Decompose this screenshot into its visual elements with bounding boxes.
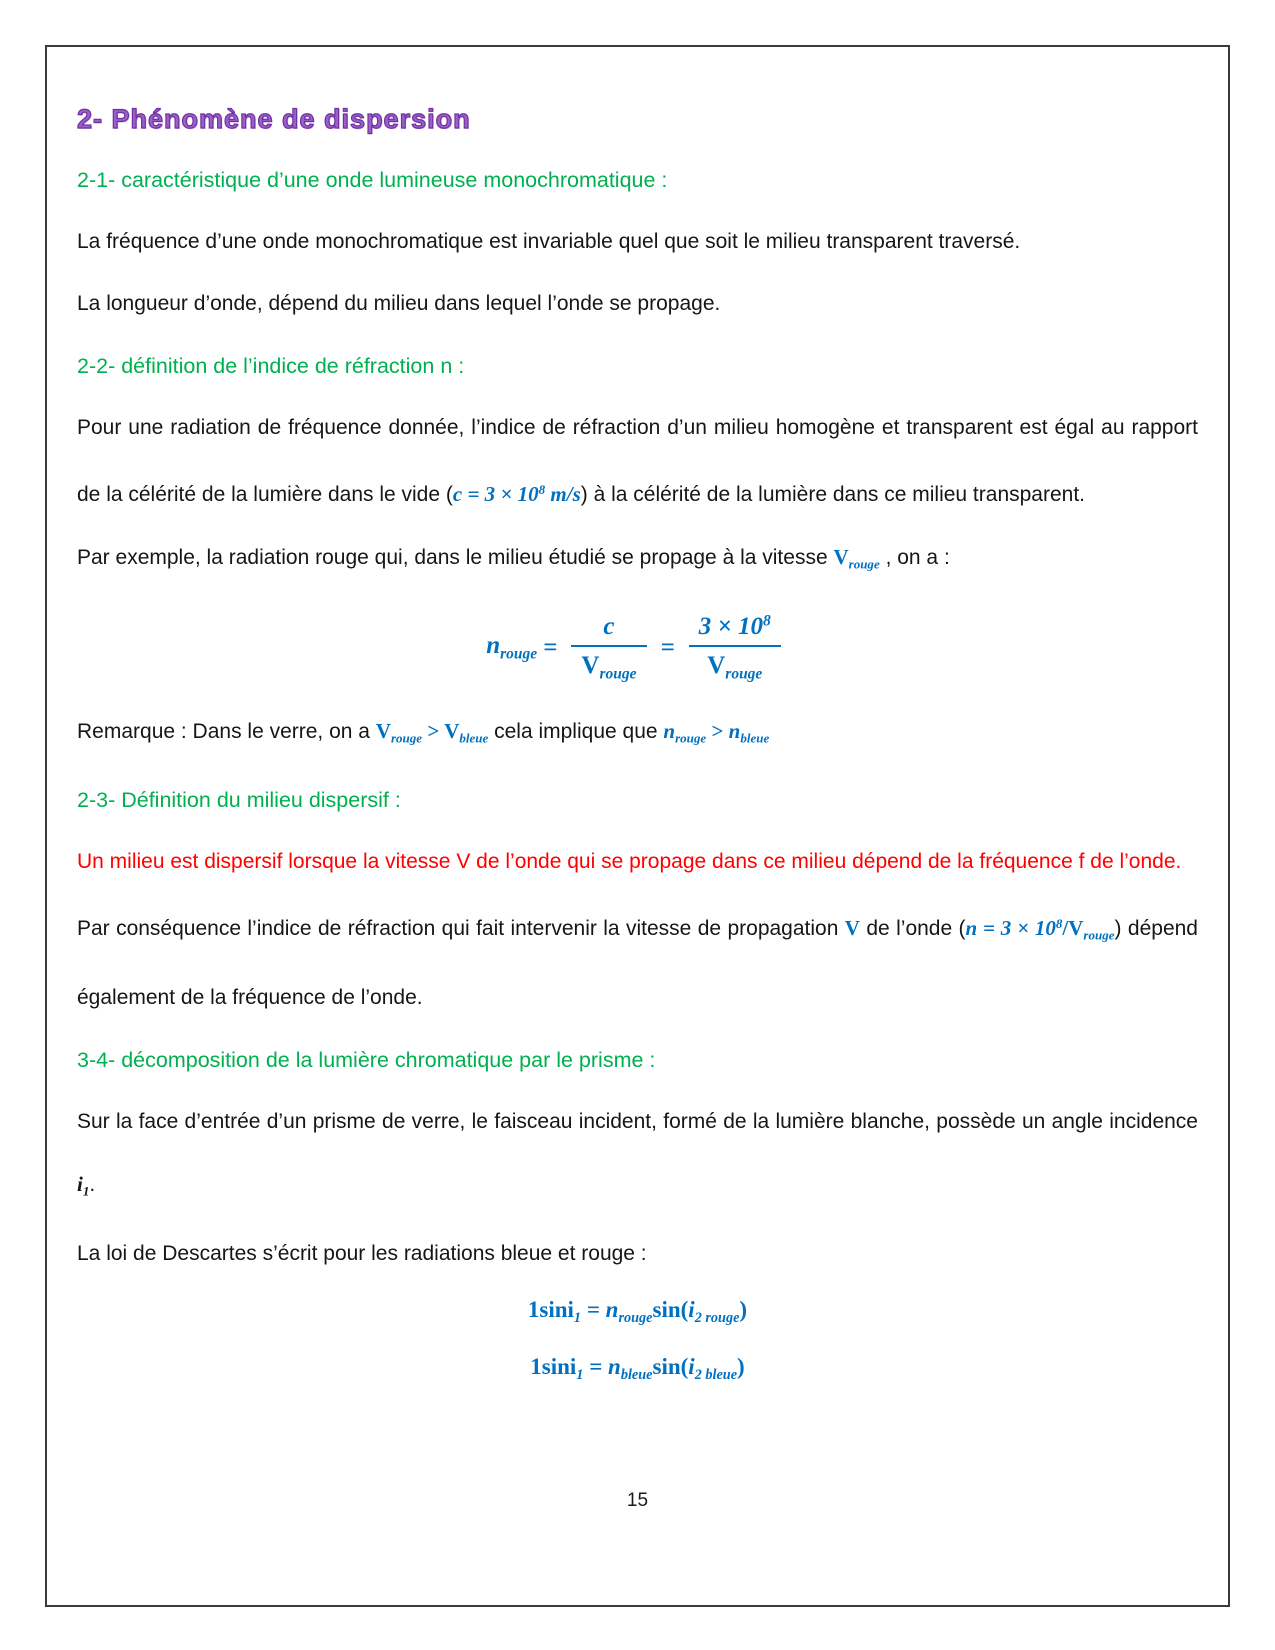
text-run: Par conséquence l’indice de réfraction qui fait intervenir la vitesse de propagation bbox=[77, 917, 845, 941]
paragraph-frequency: La fréquence d’une onde monochromatique est invariable quel que soit le milieu transparent traversé. bbox=[77, 230, 1021, 253]
symbol-v: V bbox=[844, 916, 860, 941]
symbol-subscript: rouge bbox=[599, 665, 637, 683]
formula-text: c = 3 × 10 bbox=[452, 482, 539, 507]
descartes-formula-rouge bbox=[77, 1285, 1198, 1343]
formula-text: 1sini bbox=[530, 1354, 577, 1380]
symbol-subscript: 1 bbox=[576, 1367, 584, 1384]
symbol-v: V bbox=[444, 718, 460, 743]
symbol-v: V bbox=[833, 545, 849, 570]
symbol-n: n bbox=[663, 718, 676, 743]
paragraph-refraction-definition bbox=[77, 397, 1198, 526]
equals-sign: = bbox=[581, 1296, 606, 1322]
symbol-i: i bbox=[77, 1171, 83, 1196]
fraction-3e8-over-v bbox=[689, 610, 781, 686]
symbol-subscript: bleue bbox=[740, 730, 770, 746]
section-heading-2-3: 2-3- Définition du milieu dispersif : bbox=[77, 788, 401, 813]
paragraph-prism bbox=[77, 1091, 1198, 1223]
text-run: Remarque : Dans le verre, on a bbox=[77, 719, 376, 743]
symbol-v: V bbox=[1068, 916, 1084, 941]
text-run: Pour une radiation de fréquence donnée, l’indice de réfraction d’un milieu homogène et transparent est égal au rapport de la célérité de la lumière dans le vide ( bbox=[77, 416, 1198, 507]
greater-than-sign: > bbox=[706, 718, 729, 743]
symbol-subscript: 1 bbox=[82, 1183, 90, 1199]
symbol-subscript: 2 bleue bbox=[694, 1367, 738, 1384]
text-run: Sur la face d’entrée d’un prisme de verre, le faisceau incident, formé de la lumière blanche, possède un angle incidence bbox=[77, 1109, 1198, 1133]
text-run: , on a : bbox=[879, 546, 950, 570]
inline-formula-celerity bbox=[453, 482, 581, 506]
symbol-v: V bbox=[581, 652, 600, 680]
paragraph-consequence bbox=[77, 893, 1198, 1029]
paragraph-remark bbox=[77, 700, 1198, 770]
symbol-subscript: 2 rouge bbox=[694, 1309, 740, 1326]
fraction-denominator bbox=[571, 647, 646, 685]
symbol-subscript: rouge bbox=[675, 730, 707, 746]
section-heading-3-4: 3-4- décomposition de la lumière chromatique par le prisme : bbox=[77, 1047, 656, 1072]
division-slash: / bbox=[1062, 916, 1069, 941]
formula-lhs bbox=[486, 632, 537, 663]
inline-symbol-n-rouge bbox=[663, 718, 770, 746]
symbol-subscript: bleue bbox=[459, 730, 489, 746]
doc-title: 2- Phénomène de dispersion bbox=[77, 104, 471, 134]
formula-unit: m/s bbox=[545, 482, 581, 507]
section-heading-2-2: 2-2- définition de l’indice de réfraction n : bbox=[77, 354, 465, 378]
symbol-subscript: rouge bbox=[500, 645, 538, 663]
symbol-subscript: rouge bbox=[618, 1309, 653, 1326]
paragraph-dispersive-definition: Un milieu est dispersif lorsque la vitesse V de l’onde qui se propage dans ce milieu dépend de la fréquence f de l’onde. bbox=[77, 850, 1182, 874]
inline-symbol-v-rouge bbox=[375, 718, 489, 746]
fraction-numerator bbox=[689, 610, 781, 648]
sin-function: sin( bbox=[652, 1296, 689, 1322]
symbol-subscript: rouge bbox=[1083, 927, 1115, 943]
formula-exponent: 8 bbox=[1055, 916, 1063, 932]
inline-formula-n-equals bbox=[965, 916, 1115, 943]
symbol-v: V bbox=[375, 718, 391, 743]
section-heading-2-1: 2-1- caractéristique d’une onde lumineuse monochromatique : bbox=[77, 168, 668, 192]
fraction-c-over-v bbox=[571, 610, 646, 686]
inline-symbol-v bbox=[845, 916, 860, 940]
formula-exponent: 8 bbox=[763, 612, 771, 630]
text-run: de l’onde ( bbox=[859, 917, 966, 941]
greater-than-sign: > bbox=[422, 718, 445, 743]
text-run: Par exemple, la radiation rouge qui, dans le milieu étudié se propage à la vitesse bbox=[77, 546, 834, 570]
descartes-formula-bleue bbox=[77, 1342, 1198, 1400]
inline-symbol-i1 bbox=[77, 1171, 90, 1199]
formula-n-rouge bbox=[77, 596, 1198, 700]
symbol-i: i bbox=[688, 1354, 695, 1380]
text-run: ) dépend également de la fréquence de l’onde. bbox=[77, 917, 1198, 1009]
closing-paren: ) bbox=[739, 1296, 748, 1322]
paragraph-example-rouge bbox=[77, 526, 1198, 596]
symbol-n: n bbox=[728, 718, 741, 743]
page-number: 15 bbox=[626, 1490, 649, 1511]
inline-symbol-v-rouge bbox=[833, 545, 880, 572]
fraction-denominator bbox=[689, 647, 781, 685]
symbol-n: n bbox=[605, 1296, 619, 1322]
symbol-subscript: bleue bbox=[620, 1367, 653, 1384]
text-run: ) à la célérité de la lumière dans ce milieu transparent. bbox=[580, 483, 1085, 507]
paragraph-wavelength: La longueur d’onde, dépend du milieu dans lequel l’onde se propage. bbox=[77, 292, 721, 315]
text-run: cela implique que bbox=[488, 719, 664, 743]
symbol-i: i bbox=[688, 1296, 695, 1322]
paragraph-descartes-intro: La loi de Descartes s’écrit pour les radiations bleue et rouge : bbox=[77, 1241, 647, 1265]
formula-text: 1sini bbox=[527, 1296, 574, 1322]
symbol-n: n bbox=[608, 1354, 621, 1380]
formula-text: 3 × 10 bbox=[698, 612, 764, 640]
closing-paren: ) bbox=[737, 1354, 745, 1380]
equals-sign: = bbox=[660, 633, 675, 661]
equals-sign: = bbox=[543, 633, 558, 661]
symbol-subscript: rouge bbox=[725, 665, 763, 683]
text-run: . bbox=[89, 1172, 96, 1196]
symbol-v: V bbox=[707, 652, 726, 680]
page-frame bbox=[45, 45, 1230, 1607]
formula-text: 3 × 10 bbox=[995, 916, 1056, 941]
symbol-subscript: rouge bbox=[390, 730, 423, 746]
symbol-subscript: rouge bbox=[848, 556, 880, 572]
formula-text: n = bbox=[965, 916, 995, 941]
symbol-subscript: 1 bbox=[573, 1309, 582, 1326]
sin-function: sin( bbox=[652, 1354, 689, 1380]
equals-sign: = bbox=[583, 1354, 609, 1380]
formula-exponent: 8 bbox=[538, 482, 546, 497]
fraction-numerator: c bbox=[571, 610, 646, 648]
symbol-n: n bbox=[486, 631, 501, 659]
